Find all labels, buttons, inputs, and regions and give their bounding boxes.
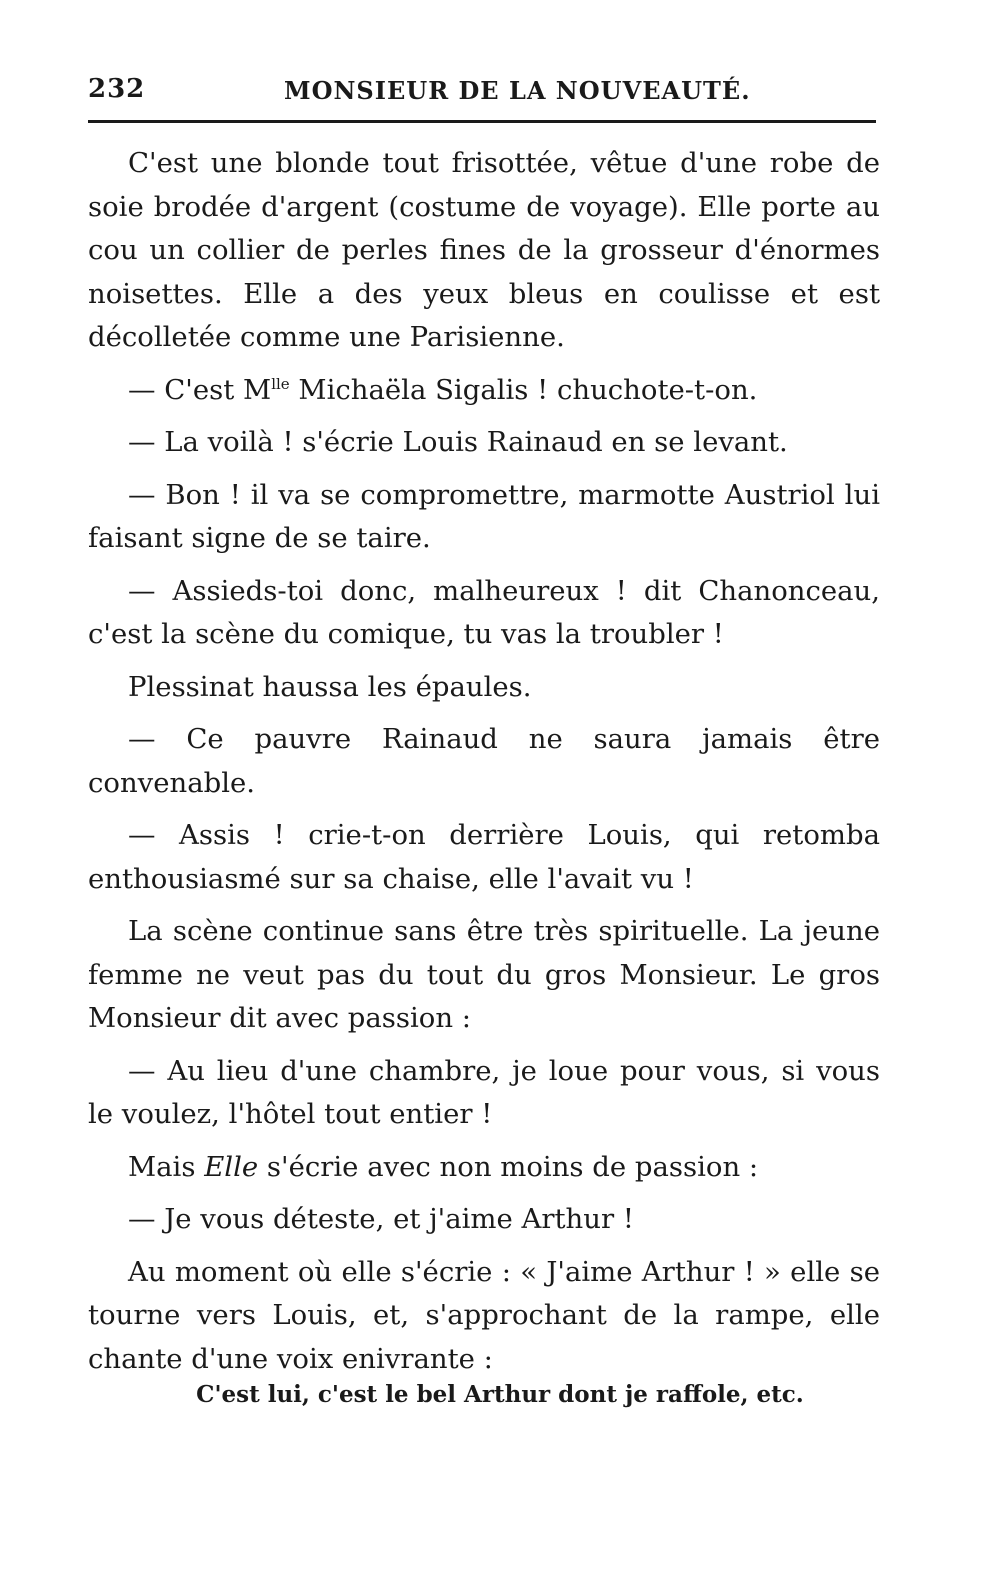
song-line: C'est lui, c'est le bel Arthur dont je raffole, etc.: [196, 1381, 804, 1408]
paragraph: — La voilà ! s'écrie Louis Rainaud en se levant.: [128, 426, 788, 458]
paragraph: — C'est $M^{lle}$ Michaëla Sigalis ! chuchote-t-on.: [128, 373, 758, 406]
paragraph: La scène continue sans être très spirituelle. La jeune femme ne veut pas du tout du gros Monsieur. Le gros Monsieur dit avec passion :: [88, 915, 880, 1034]
page-header: [88, 66, 878, 122]
page-number: 232: [88, 74, 146, 104]
paragraph: — Bon ! il va se compromettre, marmotte Austriol lui faisant signe de se taire.: [88, 478, 880, 554]
paragraph: — Au lieu d'une chambre, je loue pour vous, si vous le voulez, l'hôtel tout entier !: [88, 1054, 880, 1130]
paragraph: Plessinat haussa les épaules.: [128, 670, 532, 703]
paragraph: Au moment où elle s'écrie : « J'aime Arthur ! » elle se tourne vers Louis, et, s'approchant de la rampe, elle chante d'une voix enivrante :: [88, 1255, 880, 1375]
header-rule: [88, 120, 876, 123]
paragraph: C'est une blonde tout frisottée, vêtue d'une robe de soie brodée d'argent (costume de voyage). Elle porte au cou un collier de perles fines de la grosseur d'énormes noisettes. Elle a des yeux bleus en coulisse et est décolletée comme une Parisienne.: [88, 147, 880, 353]
paragraph: — Je vous déteste, et j'aime Arthur !: [128, 1203, 634, 1235]
running-title: MONSIEUR DE LA NOUVEAUTÉ.: [284, 76, 751, 105]
paragraph: — Assis ! crie-t-on derrière Louis, qui retomba enthousiasmé sur sa chaise, elle l'avait vu !: [88, 819, 880, 895]
body-text: [88, 142, 880, 1381]
paragraph: Mais Elle s'écrie avec non moins de passion :: [128, 1150, 759, 1183]
paragraph: — Assieds-toi donc, malheureux ! dit Chanonceau, c'est la scène du comique, tu vas la troubler !: [88, 574, 880, 650]
paragraph: — Ce pauvre Rainaud ne saura jamais être convenable.: [88, 723, 880, 799]
